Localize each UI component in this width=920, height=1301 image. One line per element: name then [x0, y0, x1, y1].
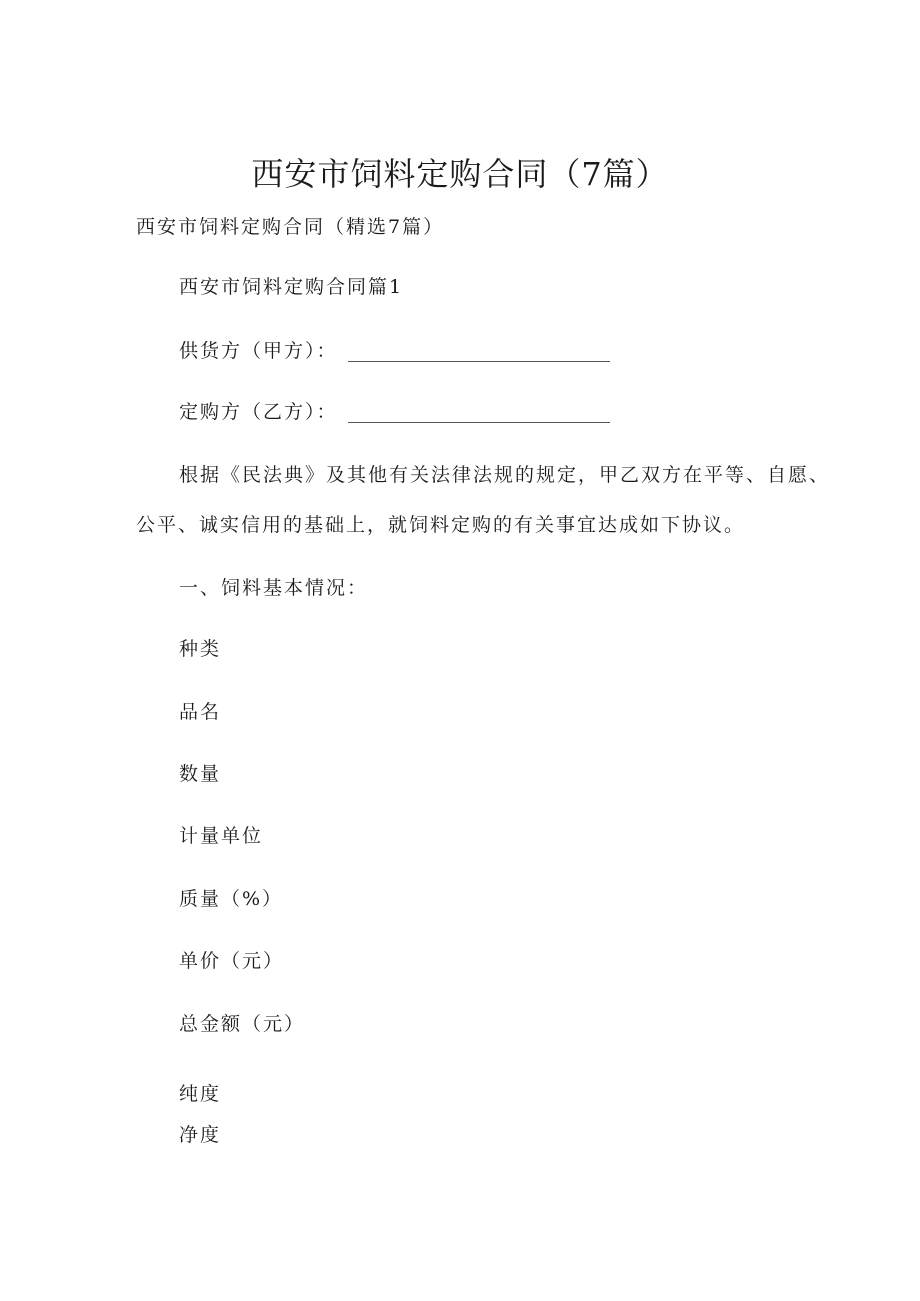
item-type: 种类: [179, 638, 222, 660]
supplier-blank-field[interactable]: [348, 343, 610, 362]
buyer-line: [179, 398, 610, 426]
supplier-label: 供货方（甲方）：: [179, 340, 338, 362]
section-heading: 西安市饲料定购合同篇1: [179, 276, 404, 298]
item-cleanliness: 净度: [179, 1124, 222, 1146]
document-title: 西安市饲料定购合同（7篇）: [251, 155, 669, 193]
item-quantity: 数量: [179, 763, 222, 785]
item-purity: 纯度: [179, 1083, 222, 1105]
item-name: 品名: [179, 701, 222, 723]
supplier-line: [179, 337, 610, 365]
buyer-blank-field[interactable]: [348, 404, 610, 423]
preamble-line-2: 公平、诚实信用的基础上，就饲料定购的有关事宜达成如下协议。: [136, 514, 746, 536]
item-quality: 质量（%）: [179, 888, 284, 910]
document-subtitle: 西安市饲料定购合同（精选7篇）: [136, 216, 445, 238]
item-total-amount: 总金额（元）: [179, 1013, 306, 1035]
item-unit: 计量单位: [179, 825, 264, 847]
item-unit-price: 单价（元）: [179, 950, 285, 972]
clause1-heading: 一、饲料基本情况：: [179, 577, 369, 599]
preamble-line-1: 根据《民法典》及其他有关法律法规的规定，甲乙双方在平等、自愿、: [179, 464, 831, 486]
buyer-label: 定购方（乙方）：: [179, 401, 338, 423]
